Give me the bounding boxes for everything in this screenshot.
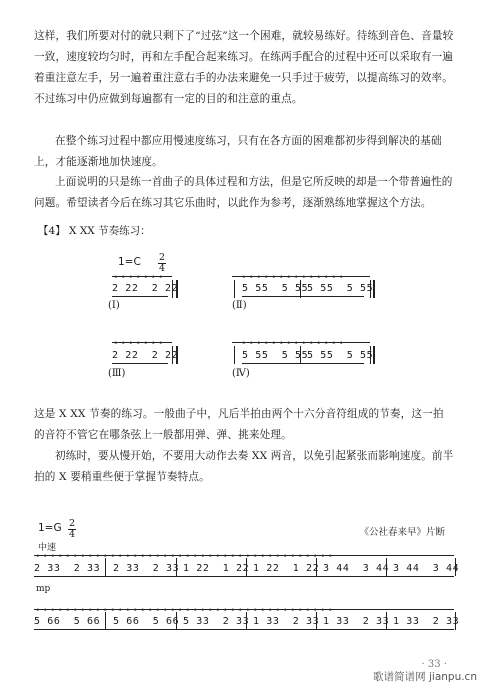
bar-line [246, 558, 247, 576]
time-top: 2 [68, 518, 76, 529]
beam [242, 296, 364, 297]
double-bar-line [176, 280, 178, 298]
beam [34, 576, 454, 577]
bar-line [455, 612, 456, 630]
excerpt-row1-m1: 2 33 2 33 [34, 563, 101, 574]
paragraph-5: 初练时，要从慢开始，不要用大动作去奏 XX 两音，以免引起紧张而影响速度。前半拍的 X 要稍重些便于掌握节奏特点。 [34, 450, 454, 483]
excerpt-source: 《公社春来早》片断 [359, 527, 445, 538]
bar-line [386, 612, 387, 630]
excerpt-row2-m5: 1 33 2 33 [323, 616, 390, 627]
dot-marks: °°°°°°°°°°°°°° [242, 275, 347, 283]
excerpt-row2-m2: 5 66 5 66 [113, 616, 180, 627]
dot-marks: °°°°°°°°°°°°°°°°°°°°°°°°°°°°°°°°°°°°°°°° [36, 608, 336, 616]
exercise-4-row2-measure3: 5 55 5 55 [307, 350, 374, 361]
bar-line [316, 558, 317, 576]
bar-line [386, 558, 387, 576]
watermark: 歌谱简谱网 jianpu.cn [373, 671, 477, 683]
double-bar-line [373, 280, 375, 298]
excerpt-row1-m4: 1 22 1 22 [253, 563, 320, 574]
double-bar-line [373, 346, 375, 364]
exercise-4-row1-measure2: 5 55 5 55 [242, 283, 309, 294]
time-bottom: 4 [68, 529, 76, 540]
excerpt-row2-m4: 1 33 2 33 [253, 616, 320, 627]
double-bar-line [176, 346, 178, 364]
beam [112, 363, 168, 364]
exercise-4-label-2: (Ⅱ) [232, 300, 247, 311]
bar-line [234, 346, 235, 364]
paragraph-3: 上面说明的只是练一首曲子的具体过程和方法，但是它所反映的却是一个带普遍性的问题。希望读者今后在练习其它乐曲时，以此作为参考，逐渐熟练地掌握这个方法。 [34, 176, 453, 209]
exercise-4-label-1: (Ⅰ) [108, 300, 120, 311]
dot-marks: °°°°°°°°°°°°°°°°°°°°°°°°°°°°°°°°°°°°°°°° [36, 554, 336, 562]
exercise-4-row2-measure1: 2 22 2 22 [112, 350, 179, 361]
excerpt-tempo: 中速 [38, 543, 57, 553]
bar-line [176, 612, 177, 630]
excerpt-dynamic: mp [36, 584, 51, 594]
excerpt-row1-m5: 3 44 3 44 [323, 563, 390, 574]
excerpt-row2-m3: 5 33 2 33 [183, 616, 250, 627]
bar-line [300, 346, 301, 364]
exercise-4-time-signature [158, 253, 166, 273]
exercise-4-label-4: (Ⅳ) [232, 368, 250, 379]
bar-line [370, 346, 371, 364]
excerpt-row2-m1: 5 66 5 66 [34, 616, 101, 627]
paragraph-4: 这是 X XX 节奏的练习。一般曲子中，凡后半拍由两个十六分音符组成的节奏，这一拍的音符不管它在哪条弦上一般都用弹、弹、挑来处理。 [34, 408, 444, 441]
bar-line [234, 280, 235, 298]
dot-marks: °°°°°°° [114, 275, 167, 283]
exercise-4-heading: 【4】 X XX 节奏练习： [38, 225, 151, 237]
bar-line [172, 346, 173, 364]
page-number: · 33 · [421, 659, 447, 670]
paragraph-2: 在整个练习过程中都应用慢速度练习，只有在各方面的困难都初步得到解决的基础上，才能逐渐地加快速度。 [34, 135, 442, 168]
exercise-4-key: 1=C [118, 256, 141, 268]
bar-line [105, 558, 106, 576]
beam [34, 629, 454, 630]
exercise-4-row1-measure1: 2 22 2 22 [112, 283, 179, 294]
bar-line [370, 280, 371, 298]
bar-line [316, 612, 317, 630]
excerpt-row1-m6: 3 44 3 44 [393, 563, 460, 574]
beam [112, 296, 168, 297]
time-top: 2 [158, 252, 166, 263]
excerpt-row1-m3: 1 22 1 22 [183, 563, 250, 574]
bar-line [105, 612, 106, 630]
bar-line [246, 612, 247, 630]
bar-line [455, 558, 456, 576]
excerpt-row2-m6: 1 33 2 33 [393, 616, 460, 627]
excerpt-time-signature [68, 519, 76, 539]
paragraph-1: 这样，我们所要对付的就只剩下了“过弦”这一个困难，就较易练好。待练到音色、音量较一致，速度较均匀时，再和左手配合起来练习。在练两手配合的过程中还可以采取有一遍着重注意左手，另一遍着重注意右手的办法来避免一只手过于疲劳，以提高练习的效率。不过练习中仍应做到每遍都有一定的目的和注意的重点。 [34, 30, 454, 105]
beam [242, 363, 364, 364]
exercise-4-row1-measure3: 5 55 5 55 [307, 283, 374, 294]
excerpt-key: 1=G [38, 522, 62, 534]
exercise-4-row2-measure2: 5 55 5 55 [242, 350, 309, 361]
dot-marks: °°°°°°°°°°°°°° [242, 341, 347, 349]
bar-line [172, 280, 173, 298]
bar-line [176, 558, 177, 576]
excerpt-row1-m2: 2 33 2 33 [113, 563, 180, 574]
exercise-4-label-3: (Ⅲ) [108, 368, 126, 379]
dot-marks: °°°°°°° [114, 341, 167, 349]
time-bottom: 4 [158, 263, 166, 274]
